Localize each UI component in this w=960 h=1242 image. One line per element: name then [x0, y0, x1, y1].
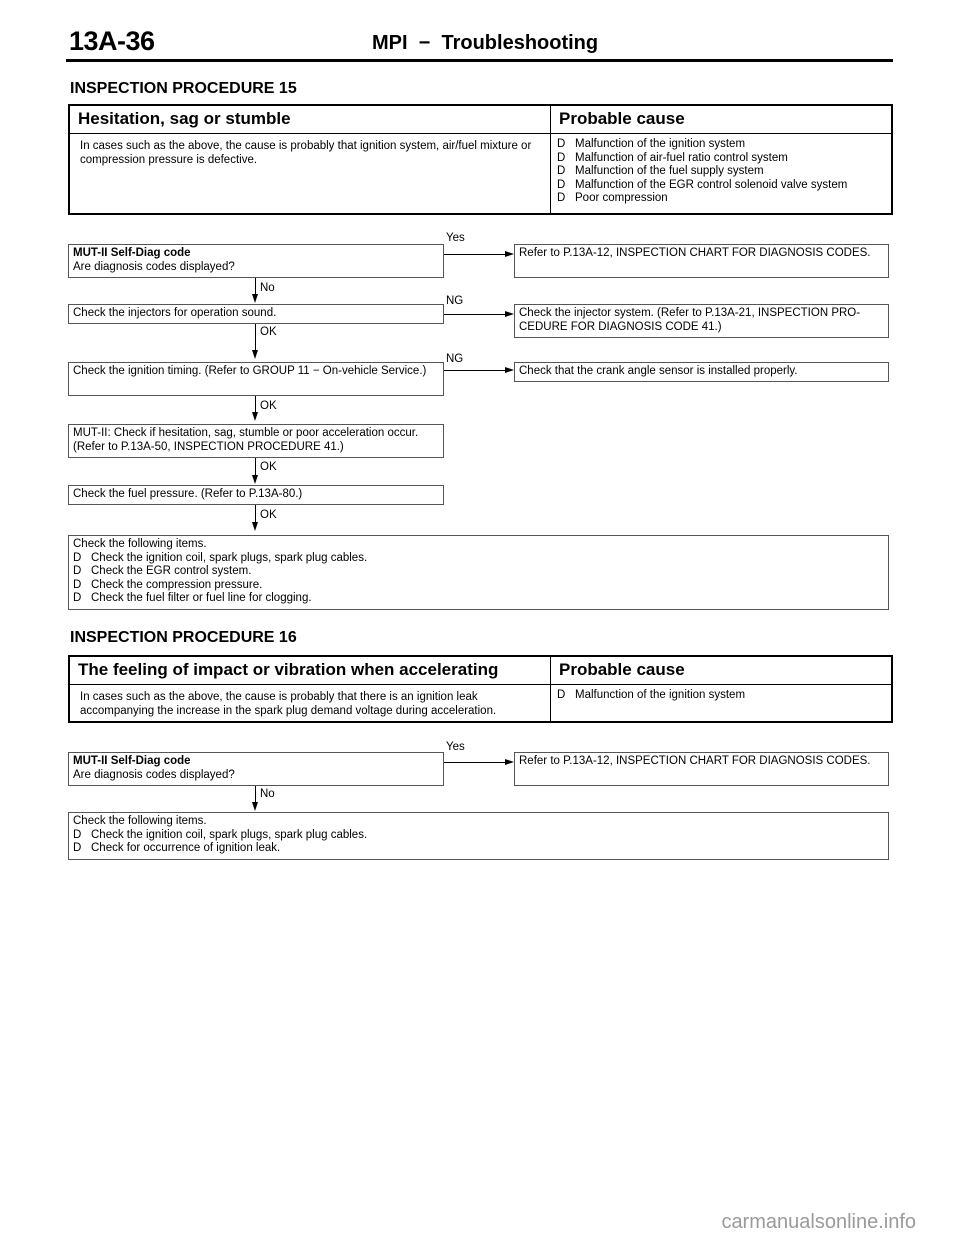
step-check-items-box: Check the following items. D Check the ignition coil, spark plugs, spark plug cables. D Check for occurrence of ignition leak.	[68, 812, 889, 860]
bullet-icon: D	[557, 178, 566, 191]
check-item: D Check the EGR control system.	[73, 565, 252, 577]
page-title: MPI − Troubleshooting	[372, 32, 599, 54]
procedure-16-heading: INSPECTION PROCEDURE 16	[70, 629, 297, 646]
arrow-right-icon	[505, 759, 514, 765]
cause-item: D Malfunction of air-fuel ratio control system	[557, 151, 788, 164]
ok-label: OK	[260, 400, 277, 412]
ng-label: NG	[446, 295, 464, 307]
cause-item: D Malfunction of the ignition system	[557, 689, 746, 701]
cause-list	[551, 685, 891, 721]
cause-item: D Malfunction of the EGR control solenoid valve system	[557, 178, 848, 191]
arrow-down-icon	[252, 294, 258, 303]
bullet-icon: D	[557, 192, 566, 204]
procedure-15-heading: INSPECTION PROCEDURE 15	[70, 80, 297, 97]
bullet-icon: D	[73, 592, 82, 604]
bullet-icon: D	[557, 689, 566, 701]
arrow-right-icon	[505, 311, 514, 317]
watermark: carmanualsonline.info	[721, 1211, 916, 1233]
arrow-down-icon	[252, 522, 258, 531]
step-fuel-pressure-box: Check the fuel pressure. (Refer to P.13A-80.)	[68, 485, 444, 505]
cause-item: D Malfunction of the fuel supply system	[557, 165, 764, 177]
symptom-header: Hesitation, sag or stumble	[70, 106, 551, 133]
ok-label: OK	[260, 509, 277, 521]
step-self-diag-box: MUT-II Self-Diag code Are diagnosis codes displayed?	[68, 752, 444, 786]
bullet-icon: D	[73, 828, 82, 841]
symptom-header: The feeling of impact or vibration when accelerating	[70, 657, 551, 684]
ok-label: OK	[260, 326, 277, 338]
cause-item: D Poor compression	[557, 192, 668, 204]
procedure-15-cause-table	[68, 104, 893, 215]
symptom-text: In cases such as the above, the cause is probably that ignition system, air/fuel mixture or compression pressure is defective.	[70, 134, 551, 213]
no-label: No	[260, 282, 275, 294]
arrow-down-icon	[252, 475, 258, 484]
bullet-icon: D	[557, 138, 566, 150]
cause-item: D Malfunction of the ignition system	[557, 138, 746, 150]
yes-connector	[444, 254, 506, 255]
ok-label: OK	[260, 461, 277, 473]
symptom-text: In cases such as the above, the cause is probably that there is an ignition leak accompanying the increase in the spark plug demand voltage during acceleration.	[70, 685, 551, 721]
bullet-icon: D	[73, 551, 82, 564]
procedure-16-cause-table	[68, 655, 893, 723]
bullet-icon: D	[73, 565, 82, 577]
cause-list	[551, 134, 891, 213]
yes-label: Yes	[446, 232, 465, 244]
check-item: D Check the ignition coil, spark plugs, spark plug cables.	[73, 828, 368, 841]
step-mut-hesitation-box: MUT-II: Check if hesitation, sag, stumble or poor acceleration occur. (Refer to P.13A-50, INSPECTION PROCEDURE 41.)	[68, 424, 444, 458]
ng-connector	[444, 314, 506, 315]
bullet-icon: D	[73, 578, 82, 591]
step-self-diag-box: MUT-II Self-Diag code Are diagnosis codes displayed?	[68, 244, 444, 278]
cause-header: Probable cause	[559, 109, 685, 128]
check-item: D Check the fuel filter or fuel line for clogging.	[73, 592, 312, 604]
arrow-down-icon	[252, 350, 258, 359]
arrow-down-icon	[252, 412, 258, 421]
step-injector-ng-box: Check the injector system. (Refer to P.13A-21, INSPECTION PRO- CEDURE FOR DIAGNOSIS CODE 41.)	[514, 304, 889, 338]
step-ignition-timing-box: Check the ignition timing. (Refer to GROUP 11 − On-vehicle Service.)	[68, 362, 444, 396]
bullet-icon: D	[73, 842, 82, 854]
check-item: D Check the ignition coil, spark plugs, spark plug cables.	[73, 551, 368, 564]
no-label: No	[260, 788, 275, 800]
bullet-icon: D	[557, 151, 566, 164]
step-self-diag-yes-box: Refer to P.13A-12, INSPECTION CHART FOR DIAGNOSIS CODES.	[514, 752, 889, 786]
arrow-right-icon	[505, 251, 514, 257]
ng-connector	[444, 370, 506, 371]
check-item: D Check the compression pressure.	[73, 578, 263, 591]
step-self-diag-yes-box: Refer to P.13A-12, INSPECTION CHART FOR DIAGNOSIS CODES.	[514, 244, 889, 278]
cause-header: Probable cause	[559, 660, 685, 679]
yes-label: Yes	[446, 741, 465, 753]
yes-connector	[444, 762, 506, 763]
arrow-right-icon	[505, 367, 514, 373]
bullet-icon: D	[557, 165, 566, 177]
ng-label: NG	[446, 353, 464, 365]
page-number: 13A-36	[69, 26, 155, 56]
step-injector-box: Check the injectors for operation sound.	[68, 304, 444, 324]
step-ignition-timing-ng-box: Check that the crank angle sensor is installed properly.	[514, 362, 889, 382]
header-rule	[66, 59, 893, 62]
check-item: D Check for occurrence of ignition leak.	[73, 842, 281, 854]
step-check-items-box: Check the following items. D Check the ignition coil, spark plugs, spark plug cables. D Check the EGR control system. D Check the compression pressure. D Check the fuel filter or fuel line for clogging.	[68, 535, 889, 610]
arrow-down-icon	[252, 802, 258, 811]
